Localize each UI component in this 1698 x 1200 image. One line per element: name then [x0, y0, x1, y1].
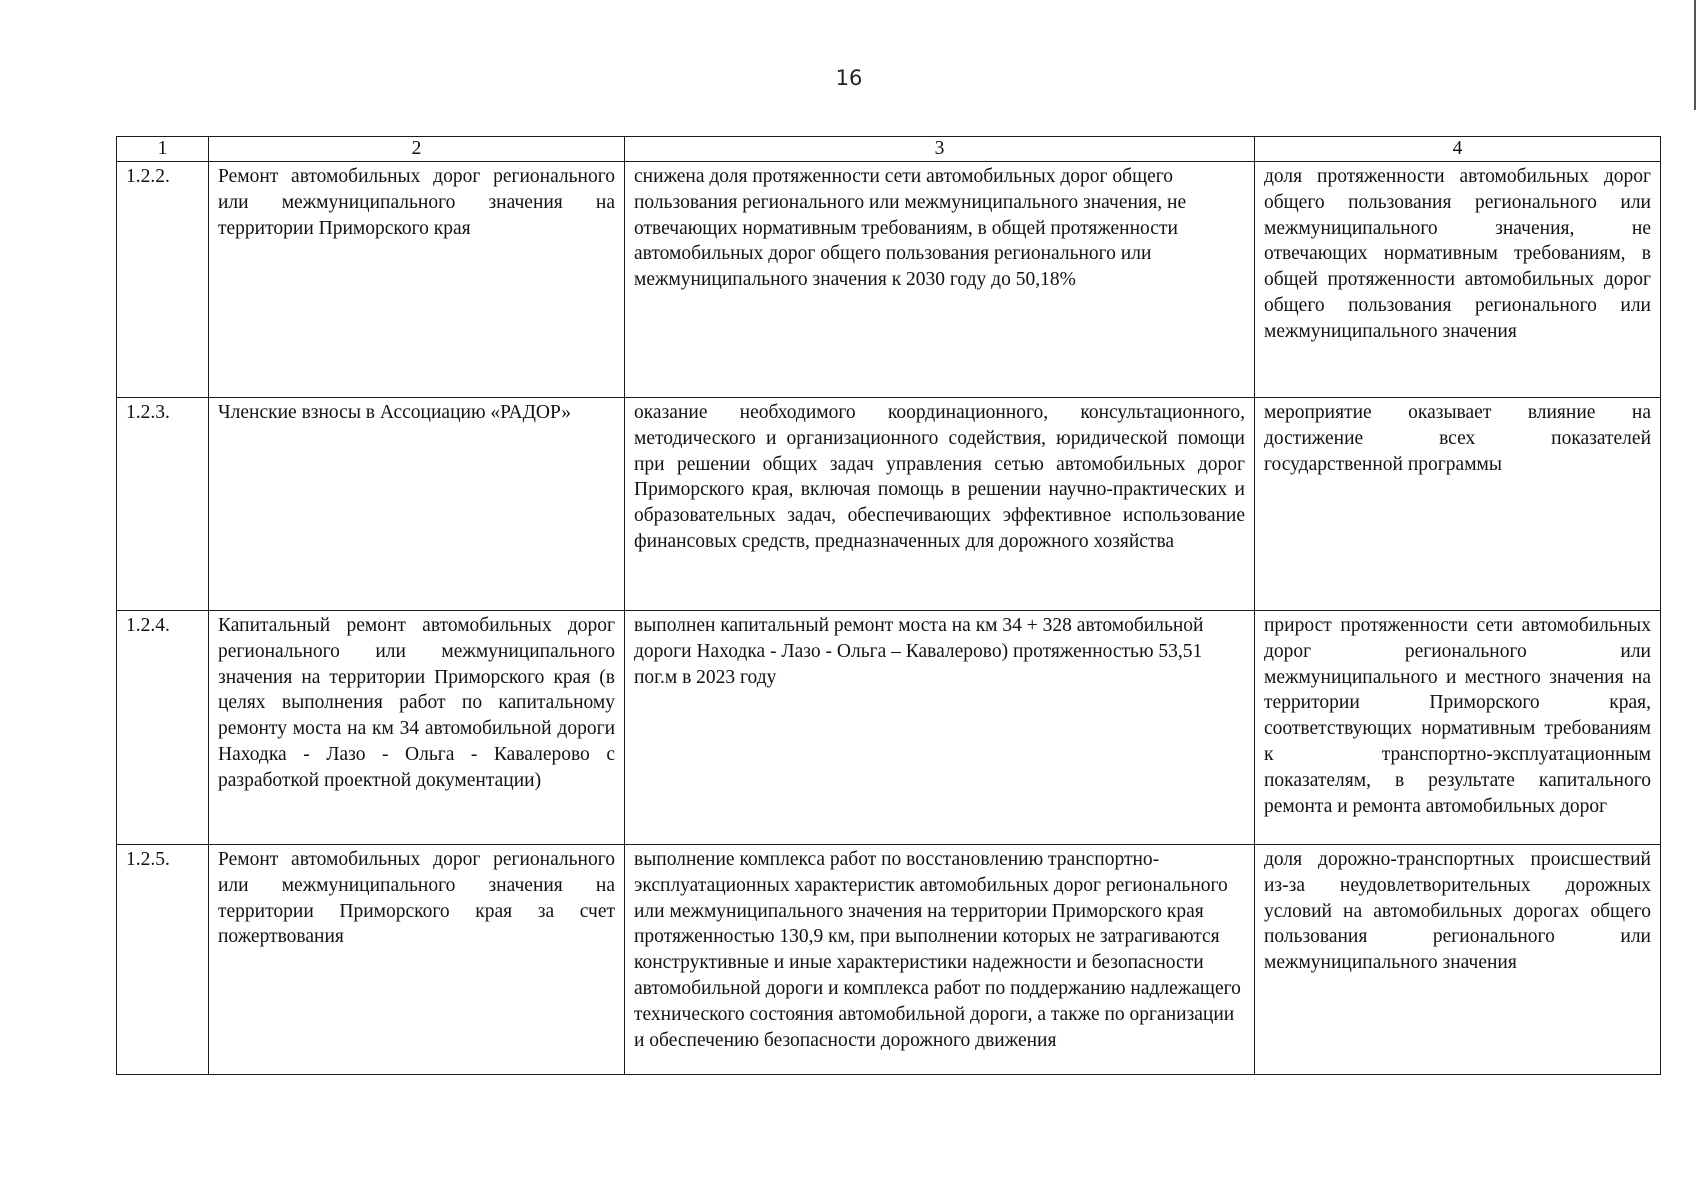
header-col-1: 1: [117, 137, 209, 162]
table-row: [117, 845, 1661, 1075]
table-row: [117, 162, 1661, 398]
header-col-3: 3: [625, 137, 1255, 162]
activity-name: Ремонт автомобильных дорог регионального или межмуниципального значения на территории Приморского края за счет пожертвования: [209, 845, 625, 1075]
page-number: 16: [835, 66, 863, 90]
table-header-row: [117, 137, 1661, 162]
activity-name: Капитальный ремонт автомобильных дорог регионального или межмуниципального значения на территории Приморского края (в целях выполнения работ по капитальному ремонту моста на км 34 автомобильной дороги Находка - Лазо - Ольга - Кавалерово с разработкой проектной документации): [209, 611, 625, 845]
expected-result: оказание необходимого координационного, консультационного, методического и организационного содействия, юридической помощи при решении общих задач управления сетью автомобильных дорог Приморского края, включая помощь в решении научно-практических и образовательных задач, обеспечивающих эффективное использование финансовых средств, предназначенных для дорожного хозяйства: [625, 398, 1255, 611]
header-col-2: 2: [209, 137, 625, 162]
related-indicator: прирост протяженности сети автомобильных дорог регионального или межмуниципального и местного значения на территории Приморского края, соответствующих нормативным требованиям к транспортно-эксплуатационным показателям, в результате капитального ремонта и ремонта автомобильных дорог: [1255, 611, 1661, 845]
table-row: [117, 611, 1661, 845]
expected-result: выполнен капитальный ремонт моста на км 34 + 328 автомобильной дороги Находка - Лазо - Ольга – Кавалерово) протяженностью 53,51 пог.м в 2023 году: [625, 611, 1255, 845]
scan-edge-line: [1694, 0, 1696, 110]
activity-name: Членские взносы в Ассоциацию «РАДОР»: [209, 398, 625, 611]
program-activities-table: [116, 136, 1661, 1075]
row-number: 1.2.4.: [117, 611, 209, 845]
row-number: 1.2.2.: [117, 162, 209, 398]
header-col-4: 4: [1255, 137, 1661, 162]
related-indicator: доля протяженности автомобильных дорог общего пользования регионального или межмуниципального значения, не отвечающих нормативным требованиям, в общей протяженности автомобильных дорог общего пользования регионального или межмуниципального значения: [1255, 162, 1661, 398]
expected-result: выполнение комплекса работ по восстановлению транспортно-эксплуатационных характеристик автомобильных дорог регионального или межмуниципального значения на территории Приморского края протяженностью 130,9 км, при выполнении которых не затрагиваются конструктивные и иные характеристики надежности и безопасности автомобильной дороги и комплекса работ по поддержанию надлежащего технического состояния автомобильной дороги, а также по организации и обеспечению безопасности дорожного движения: [625, 845, 1255, 1075]
row-number: 1.2.3.: [117, 398, 209, 611]
related-indicator: доля дорожно-транспортных происшествий из-за неудовлетворительных дорожных условий на автомобильных дорогах общего пользования регионального или межмуниципального значения: [1255, 845, 1661, 1075]
table-row: [117, 398, 1661, 611]
related-indicator: мероприятие оказывает влияние на достижение всех показателей государственной программы: [1255, 398, 1661, 611]
activity-name: Ремонт автомобильных дорог регионального или межмуниципального значения на территории Приморского края: [209, 162, 625, 398]
row-number: 1.2.5.: [117, 845, 209, 1075]
expected-result: снижена доля протяженности сети автомобильных дорог общего пользования регионального или межмуниципального значения, не отвечающих нормативным требованиям, в общей протяженности автомобильных дорог общего пользования регионального или межмуниципального значения к 2030 году до 50,18%: [625, 162, 1255, 398]
